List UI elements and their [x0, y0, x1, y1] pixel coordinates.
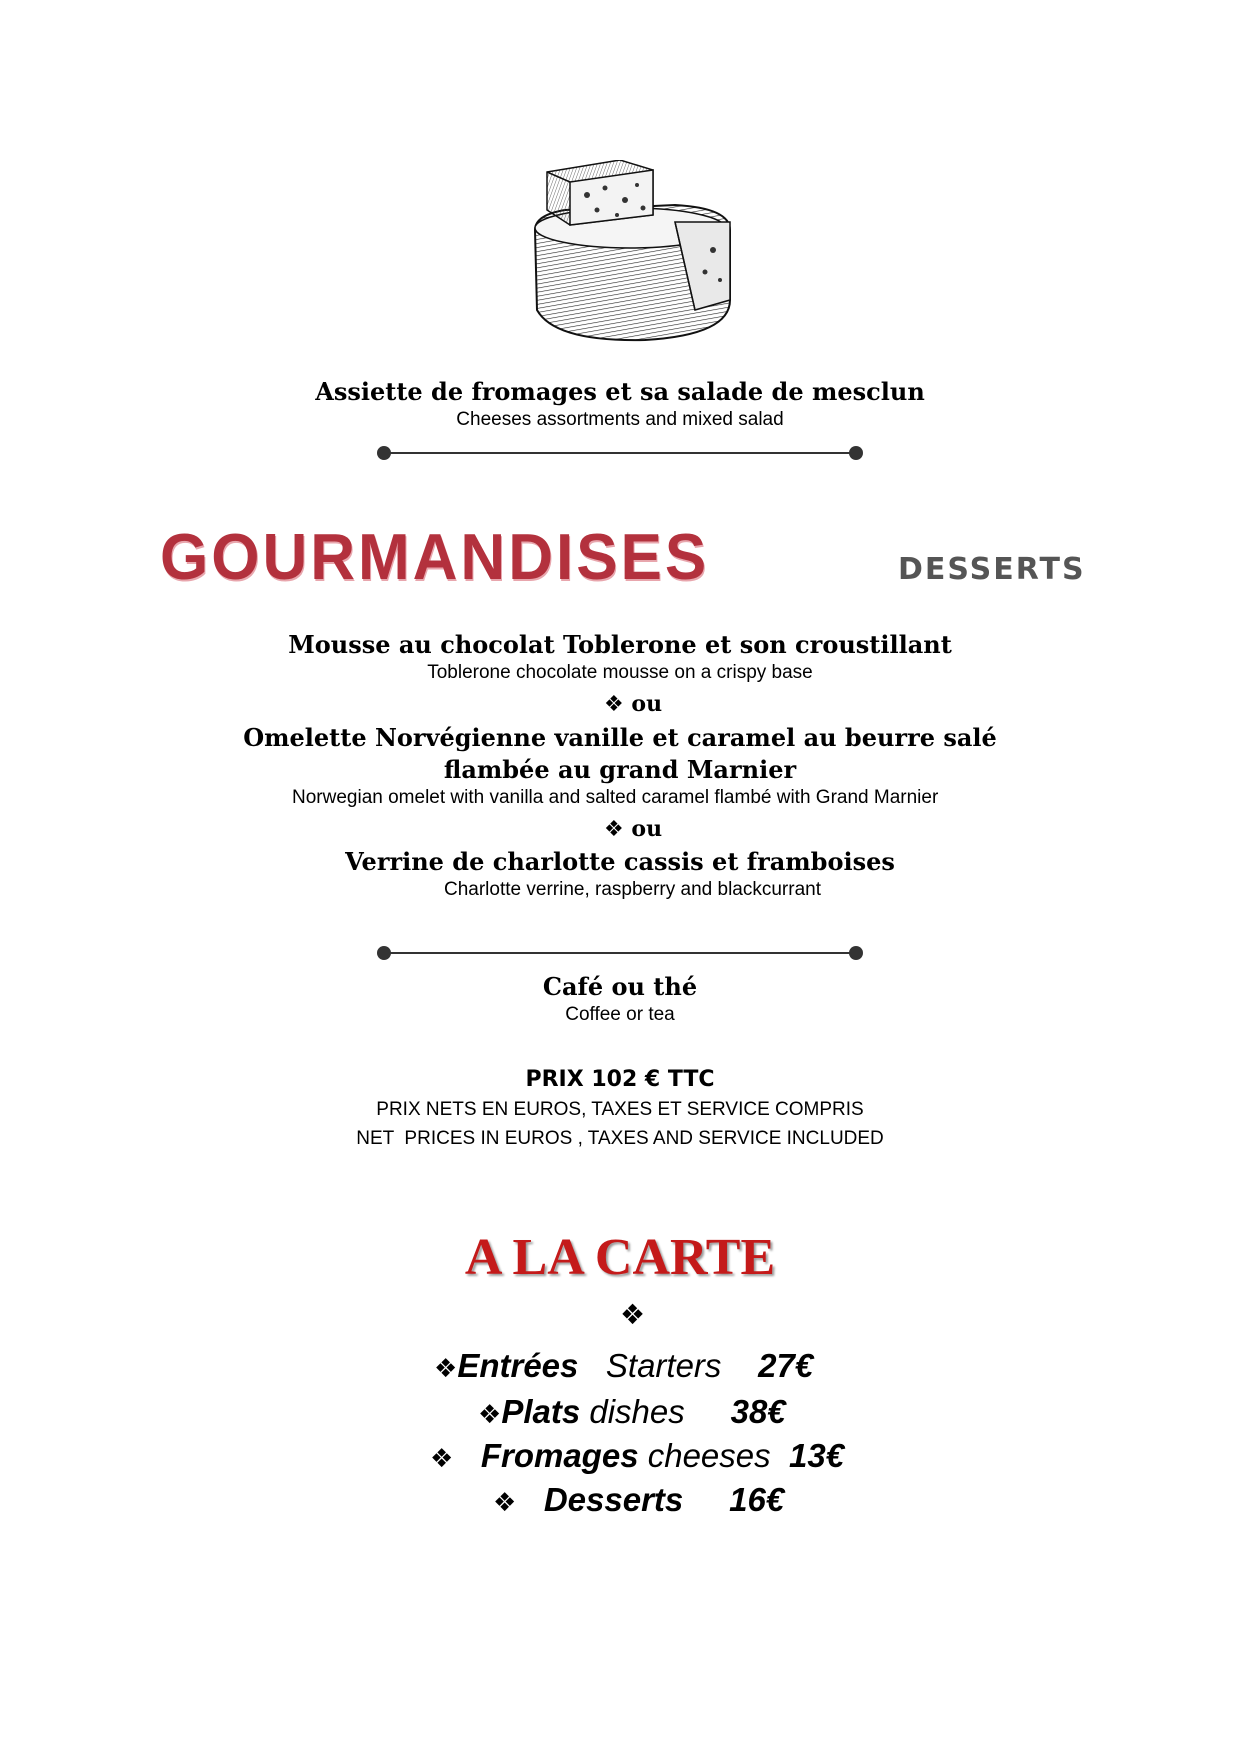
or-separator — [604, 815, 662, 844]
carte-item-fr: Fromages — [480, 1437, 639, 1474]
dessert-2-subtitle: Norwegian omelet with vanilla and salted caramel flambé with Grand Marnier — [292, 787, 939, 808]
diamond-icon: ❖ — [478, 1400, 502, 1430]
price-note-en: NET PRICES IN EUROS , TAXES AND SERVICE INCLUDED — [356, 1128, 884, 1149]
price-note-fr: PRIX NETS EN EUROS, TAXES ET SERVICE COMPRIS — [376, 1099, 864, 1120]
dessert-2-title-line-2: flambée au grand Marnier — [443, 755, 797, 784]
carte-item-price: 38€ — [730, 1393, 786, 1430]
section-title-gourmandises: GOURMANDISES — [160, 521, 710, 594]
a-la-carte-title: A LA CARTE — [464, 1229, 776, 1286]
dessert-2-title-line-1: Omelette Norvégienne vanille et caramel au beurre salé — [243, 723, 997, 752]
diamond-icon: ❖ — [430, 1444, 454, 1474]
carte-item-fr: Plats — [501, 1393, 581, 1430]
diamond-icon: ❖ — [604, 817, 624, 842]
menu-price: PRIX 102 € TTC — [525, 1067, 715, 1092]
carte-item-price: 13€ — [788, 1437, 845, 1474]
carte-item-plats — [478, 1392, 786, 1435]
carte-item-entrees — [434, 1346, 813, 1389]
divider — [377, 446, 863, 460]
dessert-3-title: Verrine de charlotte cassis et framboises — [345, 847, 895, 876]
dessert-1-subtitle: Toblerone chocolate mousse on a crispy base — [427, 662, 813, 683]
coffee-title: Café ou thé — [542, 972, 698, 1001]
or-word: ou — [631, 816, 663, 842]
carte-item-price: 27€ — [758, 1347, 814, 1384]
diamond-icon: ❖ — [493, 1488, 517, 1518]
carte-item-price: 16€ — [729, 1481, 785, 1518]
diamond-icon: ❖ — [620, 1298, 646, 1331]
carte-item-en: Starters — [605, 1347, 722, 1384]
coffee-subtitle: Coffee or tea — [565, 1004, 675, 1025]
carte-item-desserts — [493, 1480, 784, 1523]
carte-item-fr: Entrées — [457, 1347, 579, 1384]
diamond-icon: ❖ — [604, 692, 624, 717]
or-separator — [604, 690, 662, 719]
section-tag-desserts: DESSERTS — [898, 552, 1086, 587]
or-word: ou — [631, 691, 663, 717]
carte-item-en: cheeses — [647, 1437, 771, 1474]
carte-item-fr: Desserts — [543, 1481, 684, 1518]
cheese-course-subtitle: Cheeses assortments and mixed salad — [456, 409, 784, 430]
carte-item-fromages — [430, 1436, 844, 1479]
cheese-course-title: Assiette de fromages et sa salade de mesclun — [315, 377, 925, 406]
diamond-icon: ❖ — [434, 1354, 458, 1384]
carte-item-en: dishes — [589, 1393, 685, 1430]
cheese-wheel-icon — [525, 160, 745, 350]
dessert-1-title: Mousse au chocolat Toblerone et son croustillant — [288, 630, 952, 659]
divider — [377, 946, 863, 960]
dessert-3-subtitle: Charlotte verrine, raspberry and blackcurrant — [444, 879, 822, 900]
